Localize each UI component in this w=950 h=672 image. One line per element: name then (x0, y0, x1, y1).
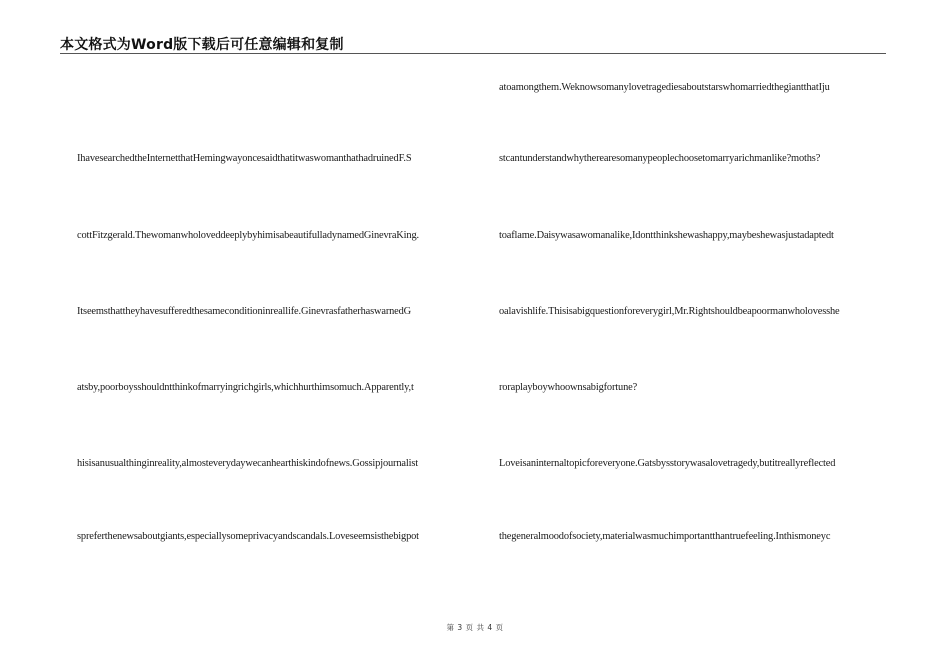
page-number-footer: 第 3 页 共 4 页 (446, 623, 504, 632)
text-line: atsby,poorboysshouldntthinkofmarryingrichgirls,whichhurthimsomuch.Apparently,t (77, 382, 414, 393)
text-line: toaflame.Daisywasawomanalike,Idontthinkshewashappy,maybeshewasjustadaptedt (499, 230, 834, 241)
text-line: hisisanusualthinginreality,almosteverydaywecanhearthiskindofnews.Gossipjournalist (77, 458, 418, 469)
header-title: 本文格式为Word版下载后可任意编辑和复制 (60, 37, 344, 53)
text-line: Itseemsthattheyhavesufferedthesameconditioninreallife.GinevrasfatherhaswarnedG (77, 306, 412, 317)
text-line: roraplayboywhoownsabigfortune? (499, 382, 638, 393)
header-divider (60, 53, 886, 54)
text-line: thegeneralmoodofsociety,materialwasmuchimportantthantruefeeling.Inthismoneyc (499, 531, 831, 542)
text-line: oalavishlife.Thisisabigquestionforeverygirl,Mr.Rightshouldbeapoormanwholovesshe (499, 306, 840, 317)
text-line: atoamongthem.WeknowsomanylovetragediesaboutstarswhomarriedthegiantthatIju (499, 82, 830, 93)
text-line: IhavesearchedtheInternetthatHemingwayoncesaidthatitwaswomanthathadruinedF.S (77, 153, 412, 164)
text-line: spreferthenewsaboutgiants,especiallysomeprivacyandscandals.Loveseemsisthebigpot (77, 531, 419, 542)
text-line: Loveisaninternaltopicforeveryone.Gatsbysstorywasalovetragedy,butitreallyreflected (499, 458, 836, 469)
text-line: stcantunderstandwhytherearesomanypeoplechoosetomarryarichmanlike?moths? (499, 153, 821, 164)
text-line: cottFitzgerald.ThewomanwholoveddeeplybyhimisabeautifulladynamedGinevraKing. (77, 230, 419, 241)
